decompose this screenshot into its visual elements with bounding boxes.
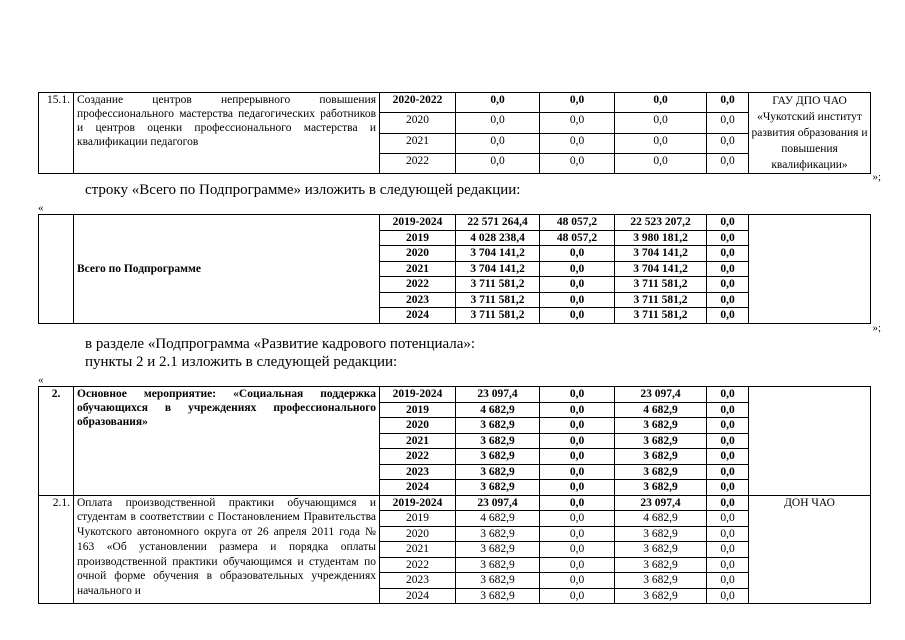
paragraph-section-edit: в разделе «Подпрограмма «Развитие кадрового потенциала»: bbox=[85, 336, 476, 352]
year-cell: 2020-2022 bbox=[380, 93, 456, 113]
year-cell: 2019-2024 bbox=[380, 215, 456, 231]
amount-cell: 0,0 bbox=[707, 511, 749, 527]
amount-cell: 0,0 bbox=[540, 588, 615, 604]
amount-cell: 3 682,9 bbox=[615, 526, 707, 542]
year-cell: 2022 bbox=[380, 557, 456, 573]
amount-cell: 3 682,9 bbox=[615, 418, 707, 434]
amount-cell: 0,0 bbox=[707, 215, 749, 231]
year-cell: 2021 bbox=[380, 542, 456, 558]
amount-cell: 0,0 bbox=[540, 433, 615, 449]
amount-cell: 0,0 bbox=[540, 387, 615, 403]
year-cell: 2023 bbox=[380, 464, 456, 480]
amount-cell: 4 682,9 bbox=[615, 511, 707, 527]
amount-cell: 0,0 bbox=[456, 153, 540, 173]
amount-cell: 0,0 bbox=[707, 433, 749, 449]
amount-cell: 0,0 bbox=[540, 292, 615, 308]
amount-cell: 3 711 581,2 bbox=[456, 308, 540, 324]
amount-cell: 3 682,9 bbox=[615, 449, 707, 465]
amount-cell: 0,0 bbox=[707, 387, 749, 403]
amount-cell: 0,0 bbox=[707, 480, 749, 496]
amount-cell: 0,0 bbox=[456, 93, 540, 113]
amount-cell: 3 682,9 bbox=[456, 433, 540, 449]
amount-cell: 0,0 bbox=[540, 133, 615, 153]
amount-cell: 3 682,9 bbox=[615, 557, 707, 573]
amount-cell: 0,0 bbox=[707, 573, 749, 589]
table-row bbox=[39, 93, 871, 113]
amount-cell: 0,0 bbox=[540, 573, 615, 589]
amount-cell: 0,0 bbox=[615, 113, 707, 133]
amount-cell: 0,0 bbox=[456, 133, 540, 153]
amount-cell: 48 057,2 bbox=[540, 230, 615, 246]
amount-cell: 3 682,9 bbox=[456, 480, 540, 496]
year-cell: 2019-2024 bbox=[380, 387, 456, 403]
amount-cell: 3 682,9 bbox=[615, 573, 707, 589]
amount-cell: 3 682,9 bbox=[456, 557, 540, 573]
opening-quote: « bbox=[38, 202, 44, 214]
amount-cell: 0,0 bbox=[540, 113, 615, 133]
amount-cell: 0,0 bbox=[540, 93, 615, 113]
amount-cell: 3 711 581,2 bbox=[456, 292, 540, 308]
amount-cell: 3 682,9 bbox=[615, 542, 707, 558]
amount-cell: 3 682,9 bbox=[456, 464, 540, 480]
amount-cell: 0,0 bbox=[707, 542, 749, 558]
amount-cell: 3 682,9 bbox=[615, 480, 707, 496]
year-cell: 2020 bbox=[380, 246, 456, 262]
amount-cell: 0,0 bbox=[707, 526, 749, 542]
closing-quote: »; bbox=[872, 322, 881, 334]
amount-cell: 0,0 bbox=[540, 246, 615, 262]
amount-cell: 3 682,9 bbox=[615, 588, 707, 604]
amount-cell: 3 704 141,2 bbox=[456, 246, 540, 262]
amount-cell: 3 682,9 bbox=[615, 464, 707, 480]
amount-cell: 3 711 581,2 bbox=[615, 292, 707, 308]
amount-cell: 3 682,9 bbox=[456, 418, 540, 434]
amount-cell: 3 682,9 bbox=[456, 542, 540, 558]
opening-quote: « bbox=[38, 374, 44, 386]
amount-cell: 0,0 bbox=[707, 133, 749, 153]
amount-cell: 3 682,9 bbox=[456, 526, 540, 542]
amount-cell: 23 097,4 bbox=[456, 387, 540, 403]
amount-cell: 0,0 bbox=[707, 495, 749, 511]
year-cell: 2024 bbox=[380, 480, 456, 496]
year-cell: 2019-2024 bbox=[380, 495, 456, 511]
year-cell: 2020 bbox=[380, 418, 456, 434]
amount-cell: 0,0 bbox=[540, 308, 615, 324]
closing-quote: »; bbox=[872, 171, 881, 183]
year-cell: 2022 bbox=[380, 277, 456, 293]
amount-cell: 0,0 bbox=[615, 153, 707, 173]
amount-cell: 3 682,9 bbox=[456, 449, 540, 465]
amount-cell: 3 980 181,2 bbox=[615, 230, 707, 246]
amount-cell: 0,0 bbox=[707, 93, 749, 113]
amount-cell: 0,0 bbox=[540, 511, 615, 527]
amount-cell: 0,0 bbox=[540, 261, 615, 277]
amount-cell: 0,0 bbox=[707, 308, 749, 324]
table-items-2-and-2-1 bbox=[38, 386, 871, 604]
table-item-15-1 bbox=[38, 92, 871, 174]
amount-cell: 0,0 bbox=[707, 261, 749, 277]
amount-cell: 3 704 141,2 bbox=[456, 261, 540, 277]
amount-cell: 0,0 bbox=[707, 557, 749, 573]
amount-cell: 4 682,9 bbox=[615, 402, 707, 418]
table-row bbox=[39, 387, 871, 403]
empty-executor-cell bbox=[749, 387, 871, 496]
amount-cell: 4 028 238,4 bbox=[456, 230, 540, 246]
amount-cell: 48 057,2 bbox=[540, 215, 615, 231]
amount-cell: 22 523 207,2 bbox=[615, 215, 707, 231]
table-row bbox=[39, 215, 871, 231]
paragraph-items-edit: пункты 2 и 2.1 изложить в следующей редакции: bbox=[85, 354, 398, 370]
amount-cell: 0,0 bbox=[615, 133, 707, 153]
amount-cell: 0,0 bbox=[540, 449, 615, 465]
amount-cell: 3 682,9 bbox=[615, 433, 707, 449]
amount-cell: 0,0 bbox=[707, 402, 749, 418]
amount-cell: 0,0 bbox=[707, 418, 749, 434]
amount-cell: 23 097,4 bbox=[615, 495, 707, 511]
amount-cell: 0,0 bbox=[540, 526, 615, 542]
empty-executor-cell bbox=[749, 215, 871, 324]
year-cell: 2020 bbox=[380, 113, 456, 133]
amount-cell: 22 571 264,4 bbox=[456, 215, 540, 231]
year-cell: 2020 bbox=[380, 526, 456, 542]
amount-cell: 0,0 bbox=[540, 557, 615, 573]
amount-cell: 0,0 bbox=[540, 402, 615, 418]
amount-cell: 3 711 581,2 bbox=[456, 277, 540, 293]
amount-cell: 0,0 bbox=[456, 113, 540, 133]
table-total-subprogram bbox=[38, 214, 871, 324]
amount-cell: 3 711 581,2 bbox=[615, 277, 707, 293]
year-cell: 2021 bbox=[380, 133, 456, 153]
item-description: Оплата производственной практики обучающимся и студентам в соответствии с Постановлением Правительства Чукотского автономного округа от 26 апреля 2011 года № 163 «Об установлении размера и порядка оплаты производственной практики обучающимся и студентам по очной форме обучения в образовательных учреждениях начального и bbox=[74, 495, 380, 604]
year-cell: 2024 bbox=[380, 308, 456, 324]
year-cell: 2019 bbox=[380, 402, 456, 418]
amount-cell: 0,0 bbox=[707, 449, 749, 465]
amount-cell: 3 704 141,2 bbox=[615, 246, 707, 262]
row-number: 2. bbox=[39, 387, 74, 496]
item-description: Создание центров непрерывного повышения профессионального мастерства педагогических работников и центров оценки профессионального мастерства и квалификации педагогов bbox=[74, 93, 380, 174]
amount-cell: 0,0 bbox=[707, 588, 749, 604]
year-cell: 2021 bbox=[380, 261, 456, 277]
amount-cell: 0,0 bbox=[707, 292, 749, 308]
year-cell: 2019 bbox=[380, 230, 456, 246]
table-row bbox=[39, 495, 871, 511]
row-number: 15.1. bbox=[39, 93, 74, 174]
item-description: Основное мероприятие: «Социальная поддержка обучающихся в учреждениях профессионального образования» bbox=[74, 387, 380, 496]
amount-cell: 3 711 581,2 bbox=[615, 308, 707, 324]
year-cell: 2023 bbox=[380, 292, 456, 308]
executor-cell: ГАУ ДПО ЧАО «Чукотский институт развития образования и повышения квалификации» bbox=[749, 93, 871, 174]
amount-cell: 0,0 bbox=[707, 230, 749, 246]
amount-cell: 0,0 bbox=[707, 246, 749, 262]
amount-cell: 0,0 bbox=[615, 93, 707, 113]
executor-cell: ДОН ЧАО bbox=[749, 495, 871, 604]
amount-cell: 3 682,9 bbox=[456, 588, 540, 604]
amount-cell: 0,0 bbox=[707, 277, 749, 293]
amount-cell: 3 682,9 bbox=[456, 573, 540, 589]
amount-cell: 0,0 bbox=[540, 480, 615, 496]
amount-cell: 3 704 141,2 bbox=[615, 261, 707, 277]
amount-cell: 0,0 bbox=[540, 418, 615, 434]
amount-cell: 4 682,9 bbox=[456, 402, 540, 418]
year-cell: 2023 bbox=[380, 573, 456, 589]
amount-cell: 0,0 bbox=[540, 277, 615, 293]
row-number: 2.1. bbox=[39, 495, 74, 604]
total-label: Всего по Подпрограмме bbox=[74, 215, 380, 324]
year-cell: 2022 bbox=[380, 449, 456, 465]
amount-cell: 0,0 bbox=[707, 464, 749, 480]
amount-cell: 0,0 bbox=[707, 153, 749, 173]
year-cell: 2019 bbox=[380, 511, 456, 527]
amount-cell: 0,0 bbox=[540, 464, 615, 480]
empty-number-cell bbox=[39, 215, 74, 324]
amount-cell: 0,0 bbox=[707, 113, 749, 133]
paragraph-total-edit: строку «Всего по Подпрограмме» изложить в следующей редакции: bbox=[85, 182, 521, 198]
year-cell: 2022 bbox=[380, 153, 456, 173]
year-cell: 2024 bbox=[380, 588, 456, 604]
year-cell: 2021 bbox=[380, 433, 456, 449]
amount-cell: 4 682,9 bbox=[456, 511, 540, 527]
amount-cell: 0,0 bbox=[540, 495, 615, 511]
amount-cell: 23 097,4 bbox=[615, 387, 707, 403]
amount-cell: 23 097,4 bbox=[456, 495, 540, 511]
amount-cell: 0,0 bbox=[540, 153, 615, 173]
amount-cell: 0,0 bbox=[540, 542, 615, 558]
